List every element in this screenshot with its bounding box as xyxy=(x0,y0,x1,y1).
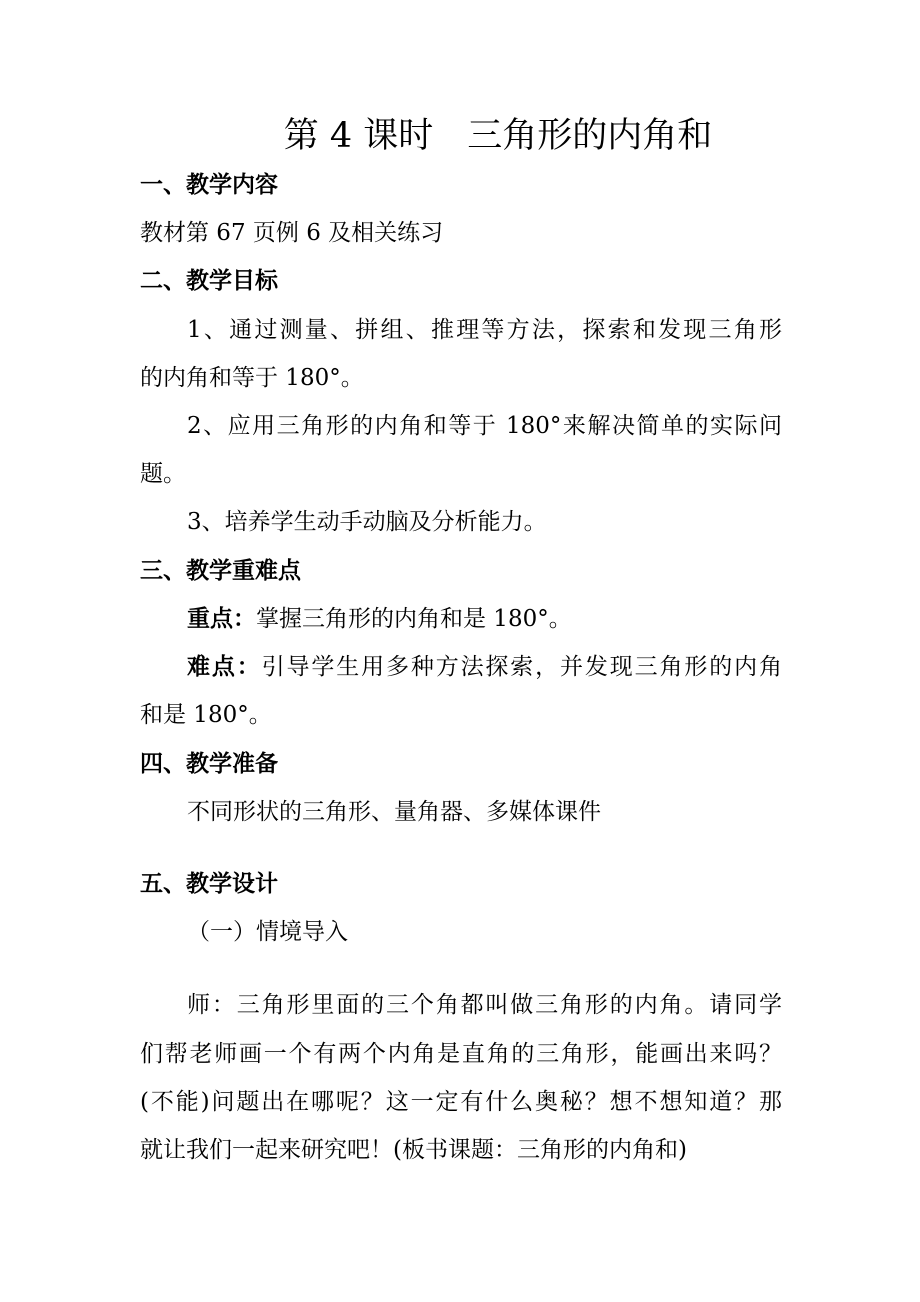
title-topic: 三角形的内角和 xyxy=(467,116,713,156)
page-title xyxy=(0,112,920,160)
difficult-point-label: 难点： xyxy=(187,653,262,680)
goal-2-line-1: 2、应用三角形的内角和等于 180°来解决简单的实际问 xyxy=(187,413,782,439)
paragraph-line-1: 师：三角形里面的三个角都叫做三角形的内角。请同学 xyxy=(187,992,782,1018)
paragraph-line-3: (不能)问题出在哪呢？这一定有什么奥秘？想不想知道？那 xyxy=(140,1089,782,1115)
goal-1-line-2: 的内角和等于 180°。 xyxy=(140,365,364,391)
section-heading-key-points: 三、教学重难点 xyxy=(140,557,301,584)
section-heading-preparation: 四、教学准备 xyxy=(140,750,278,777)
paragraph-line-4: 就让我们一起来研究吧！(板书课题：三角形的内角和) xyxy=(140,1137,687,1163)
subsection-heading-intro: （一）情境导入 xyxy=(187,919,348,945)
preparation-text: 不同形状的三角形、量角器、多媒体课件 xyxy=(187,799,601,825)
difficult-point-line-2: 和是 180°。 xyxy=(140,702,272,728)
section-heading-content: 一、教学内容 xyxy=(140,171,278,198)
section-heading-design: 五、教学设计 xyxy=(140,870,278,897)
goal-2-line-2: 题。 xyxy=(140,461,186,487)
difficult-point-line-1 xyxy=(187,650,782,684)
content-text: 教材第 67 页例 6 及相关练习 xyxy=(140,220,444,246)
title-lesson-number: 第 4 课时 xyxy=(283,116,434,156)
section-heading-goals: 二、教学目标 xyxy=(140,267,278,294)
key-point xyxy=(187,602,572,636)
goal-3: 3、培养学生动手动脑及分析能力。 xyxy=(187,509,547,535)
difficult-point-text: 引导学生用多种方法探索，并发现三角形的内角 xyxy=(261,654,783,680)
key-point-text: 掌握三角形的内角和是 180°。 xyxy=(256,606,572,632)
goal-1-line-1: 1、通过测量、拼组、推理等方法，探索和发现三角形 xyxy=(187,317,782,343)
key-point-label: 重点： xyxy=(187,605,256,632)
paragraph-line-2: 们帮老师画一个有两个内角是直角的三角形，能画出来吗？ xyxy=(140,1041,782,1067)
